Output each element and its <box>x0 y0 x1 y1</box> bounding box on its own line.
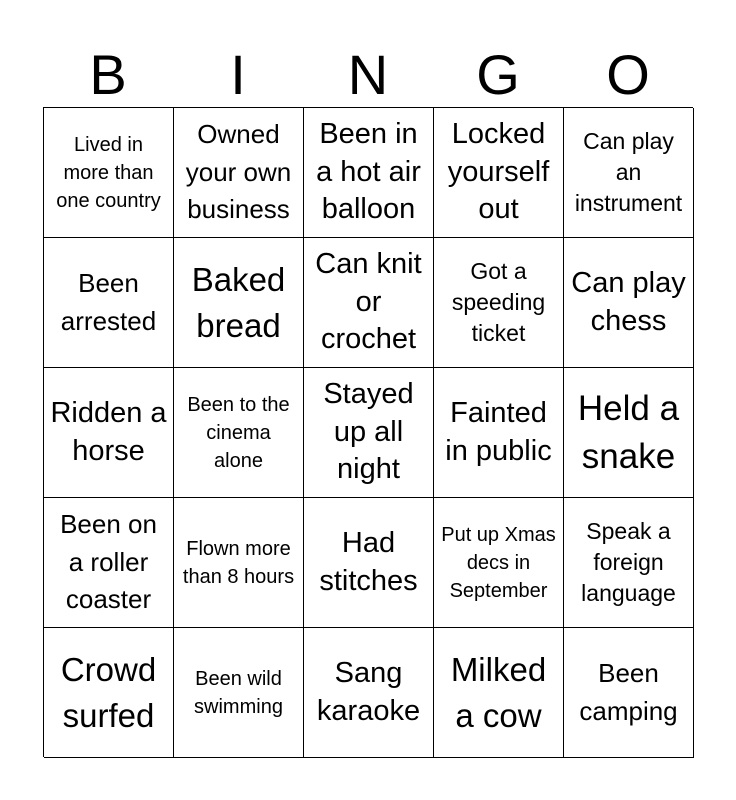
bingo-cell[interactable] <box>304 368 434 498</box>
bingo-cell[interactable] <box>304 238 434 368</box>
bingo-cell[interactable] <box>44 628 174 758</box>
cell-text: Put up Xmas decs in September <box>441 523 556 602</box>
header-letter-n: N <box>347 43 389 106</box>
cell-text: Locked yourself out <box>447 117 550 226</box>
header-letter-o: O <box>606 43 650 106</box>
cell-text: Got a speeding ticket <box>451 257 546 347</box>
cell-text: Speak a foreign language <box>581 517 676 607</box>
cell-text: Owned your own business <box>185 118 292 225</box>
bingo-cell[interactable] <box>564 628 694 758</box>
cell-text: Ridden a horse <box>50 396 167 467</box>
bingo-cell[interactable] <box>564 108 694 238</box>
cell-text: Had stitches <box>319 526 418 597</box>
bingo-cell[interactable] <box>174 628 304 758</box>
bingo-cell[interactable] <box>44 238 174 368</box>
cell-text: Baked bread <box>191 260 286 344</box>
header-letter-i: I <box>230 43 246 106</box>
cell-text: Milked a cow <box>450 650 547 734</box>
bingo-cell[interactable] <box>304 108 434 238</box>
bingo-grid <box>43 107 693 757</box>
bingo-cell[interactable] <box>174 238 304 368</box>
bingo-cell[interactable] <box>434 238 564 368</box>
bingo-cell[interactable] <box>44 368 174 498</box>
bingo-cell[interactable] <box>434 368 564 498</box>
cell-text: Been wild swimming <box>194 667 283 718</box>
bingo-cell[interactable] <box>304 628 434 758</box>
cell-text: Been in a hot air balloon <box>316 117 421 226</box>
cell-text: Been to the cinema alone <box>187 393 290 472</box>
header-letter-g: G <box>476 43 520 106</box>
bingo-cell[interactable] <box>304 498 434 628</box>
cell-text: Fainted in public <box>445 396 552 467</box>
cell-text: Lived in more than one country <box>56 133 161 212</box>
bingo-cell[interactable] <box>434 498 564 628</box>
cell-text: Been arrested <box>60 267 157 336</box>
cell-text: Can knit or crochet <box>315 247 422 356</box>
bingo-cell[interactable] <box>174 498 304 628</box>
cell-text: Been on a roller coaster <box>60 508 157 615</box>
header-letter-b: B <box>89 43 127 106</box>
bingo-cell[interactable] <box>174 108 304 238</box>
bingo-cell[interactable] <box>434 628 564 758</box>
cell-text: Sang karaoke <box>316 656 421 727</box>
cell-text: Can play an instrument <box>574 127 683 217</box>
bingo-cell[interactable] <box>564 238 694 368</box>
bingo-cell[interactable] <box>44 108 174 238</box>
bingo-cell[interactable] <box>434 108 564 238</box>
bingo-cell[interactable] <box>564 498 694 628</box>
cell-text: Held a snake <box>577 388 680 476</box>
cell-text: Stayed up all night <box>323 377 414 486</box>
bingo-header <box>43 42 693 108</box>
bingo-cell[interactable] <box>174 368 304 498</box>
cell-text: Flown more than 8 hours <box>182 537 295 588</box>
bingo-cell[interactable] <box>44 498 174 628</box>
bingo-cell[interactable] <box>564 368 694 498</box>
cell-text: Can play chess <box>571 266 686 337</box>
cell-text: Been camping <box>579 657 678 726</box>
cell-text: Crowd surfed <box>60 650 157 734</box>
